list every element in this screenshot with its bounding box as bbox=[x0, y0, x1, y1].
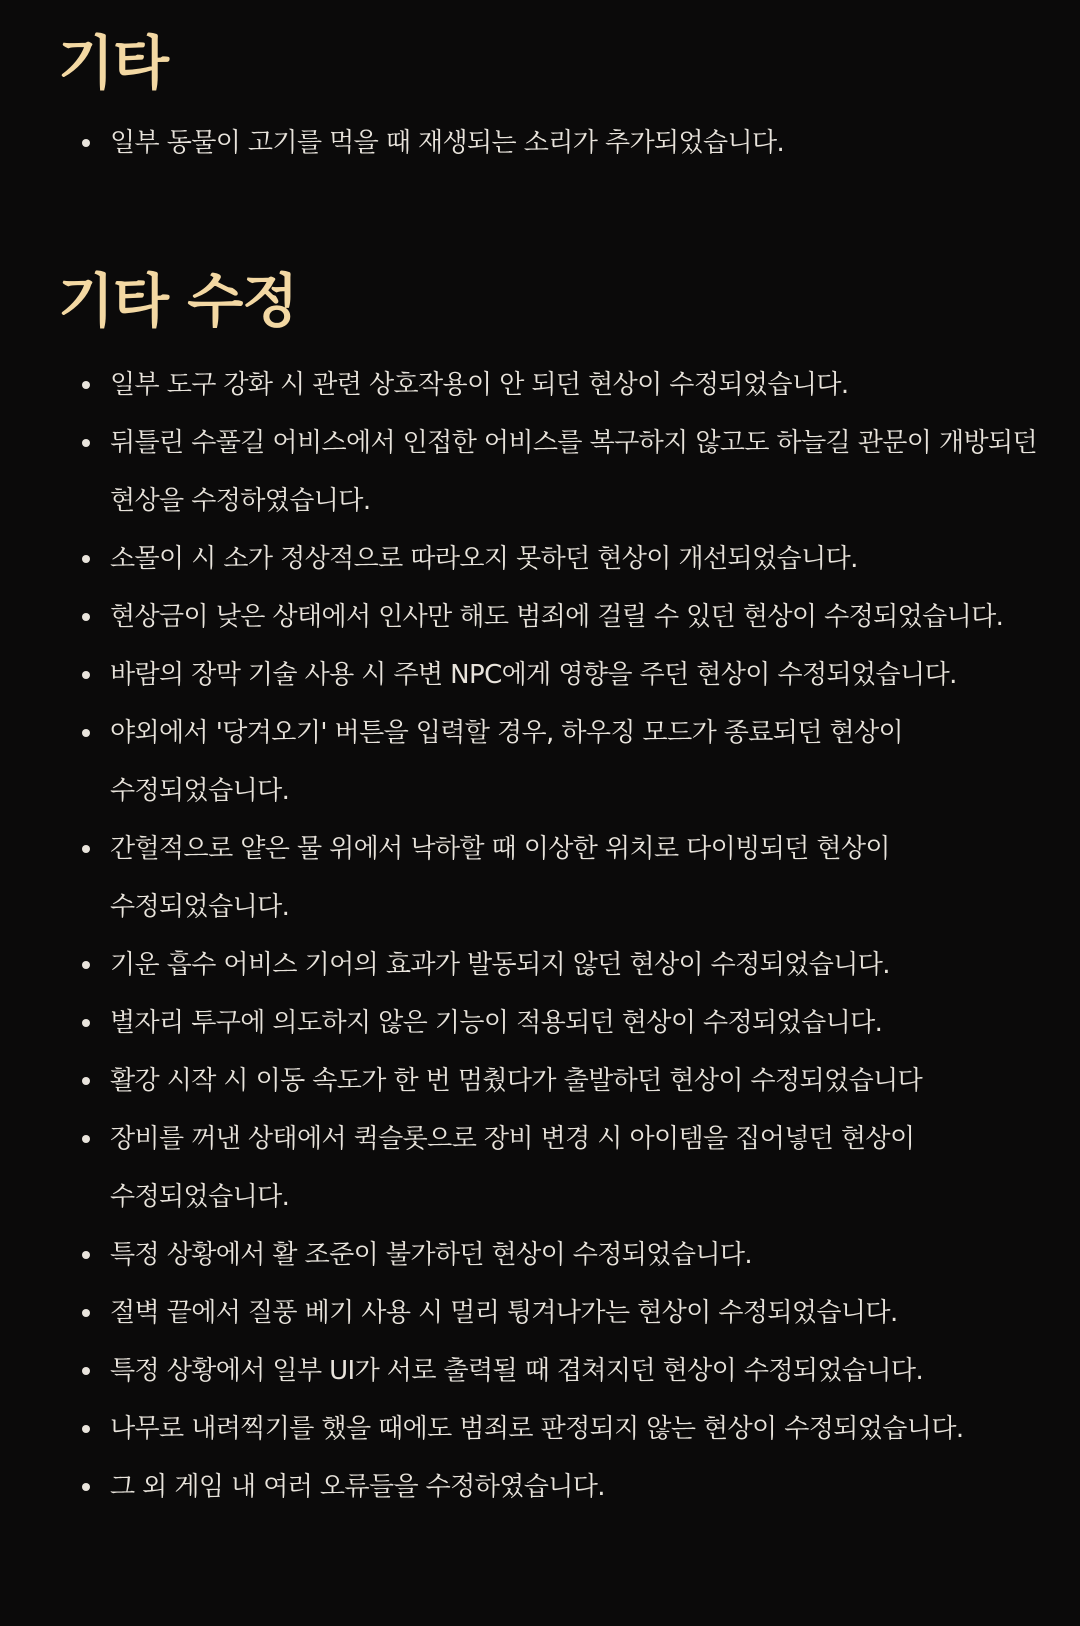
list-item bbox=[58, 114, 1048, 172]
section-title-etc: 기타 bbox=[58, 29, 169, 97]
list-item bbox=[58, 936, 1048, 994]
list-item-text: 특정 상황에서 일부 UI가 서로 출력될 때 겹쳐지던 현상이 수정되었습니다. bbox=[110, 1356, 924, 1386]
bullet-icon bbox=[82, 139, 90, 147]
patch-notes-content bbox=[58, 0, 1048, 1516]
bullet-icon bbox=[82, 439, 90, 447]
list-item bbox=[58, 1400, 1048, 1458]
etc-list bbox=[58, 114, 1048, 172]
list-item bbox=[58, 1110, 1048, 1226]
section-title-fixes: 기타 수정 bbox=[58, 267, 298, 335]
bullet-icon bbox=[82, 961, 90, 969]
bullet-icon bbox=[82, 1367, 90, 1375]
bullet-icon bbox=[82, 1483, 90, 1491]
list-item-text: 그 외 게임 내 여러 오류들을 수정하였습니다. bbox=[110, 1472, 605, 1502]
list-item-text: 간헐적으로 얕은 물 위에서 낙하할 때 이상한 위치로 다이빙되던 현상이 수정되었습니다. bbox=[110, 834, 890, 922]
list-item bbox=[58, 588, 1048, 646]
list-item-text: 뒤틀린 수풀길 어비스에서 인접한 어비스를 복구하지 않고도 하늘길 관문이 개방되던 현상을 수정하였습니다. bbox=[110, 428, 1038, 516]
list-item-text: 나무로 내려찍기를 했을 때에도 범죄로 판정되지 않는 현상이 수정되었습니다. bbox=[110, 1414, 964, 1444]
list-item-text: 현상금이 낮은 상태에서 인사만 해도 범죄에 걸릴 수 있던 현상이 수정되었습니다. bbox=[110, 602, 1004, 632]
list-item bbox=[58, 704, 1048, 820]
bullet-icon bbox=[82, 1019, 90, 1027]
bullet-icon bbox=[82, 729, 90, 737]
list-item-text: 야외에서 '당겨오기' 버튼을 입력할 경우, 하우징 모드가 종료되던 현상이 수정되었습니다. bbox=[110, 718, 904, 806]
bullet-icon bbox=[82, 1077, 90, 1085]
list-item-text: 일부 도구 강화 시 관련 상호작용이 안 되던 현상이 수정되었습니다. bbox=[110, 370, 849, 400]
list-item bbox=[58, 356, 1048, 414]
list-item bbox=[58, 994, 1048, 1052]
list-item-text: 장비를 꺼낸 상태에서 퀵슬롯으로 장비 변경 시 아이템을 집어넣던 현상이 수정되었습니다. bbox=[110, 1124, 915, 1212]
bullet-icon bbox=[82, 1251, 90, 1259]
list-item bbox=[58, 1226, 1048, 1284]
bullet-icon bbox=[82, 1135, 90, 1143]
bullet-icon bbox=[82, 671, 90, 679]
list-item bbox=[58, 1052, 1048, 1110]
list-item bbox=[58, 414, 1048, 530]
list-item-text: 절벽 끝에서 질풍 베기 사용 시 멀리 튕겨나가는 현상이 수정되었습니다. bbox=[110, 1298, 898, 1328]
bullet-icon bbox=[82, 613, 90, 621]
list-item bbox=[58, 530, 1048, 588]
list-item-text: 바람의 장막 기술 사용 시 주변 NPC에게 영향을 주던 현상이 수정되었습니다. bbox=[110, 660, 957, 690]
list-item-text: 소몰이 시 소가 정상적으로 따라오지 못하던 현상이 개선되었습니다. bbox=[110, 544, 858, 574]
bullet-icon bbox=[82, 1309, 90, 1317]
list-item-text: 별자리 투구에 의도하지 않은 기능이 적용되던 현상이 수정되었습니다. bbox=[110, 1008, 883, 1038]
list-item-text: 일부 동물이 고기를 먹을 때 재생되는 소리가 추가되었습니다. bbox=[110, 128, 785, 158]
list-item bbox=[58, 1284, 1048, 1342]
bullet-icon bbox=[82, 381, 90, 389]
list-item bbox=[58, 1342, 1048, 1400]
list-item bbox=[58, 1458, 1048, 1516]
bullet-icon bbox=[82, 555, 90, 563]
list-item bbox=[58, 646, 1048, 704]
list-item bbox=[58, 820, 1048, 936]
bullet-icon bbox=[82, 845, 90, 853]
list-item-text: 기운 흡수 어비스 기어의 효과가 발동되지 않던 현상이 수정되었습니다. bbox=[110, 950, 890, 980]
bullet-icon bbox=[82, 1425, 90, 1433]
list-item-text: 활강 시작 시 이동 속도가 한 번 멈췄다가 출발하던 현상이 수정되었습니다 bbox=[110, 1066, 923, 1096]
fixes-list bbox=[58, 356, 1048, 1516]
list-item-text: 특정 상황에서 활 조준이 불가하던 현상이 수정되었습니다. bbox=[110, 1240, 753, 1270]
